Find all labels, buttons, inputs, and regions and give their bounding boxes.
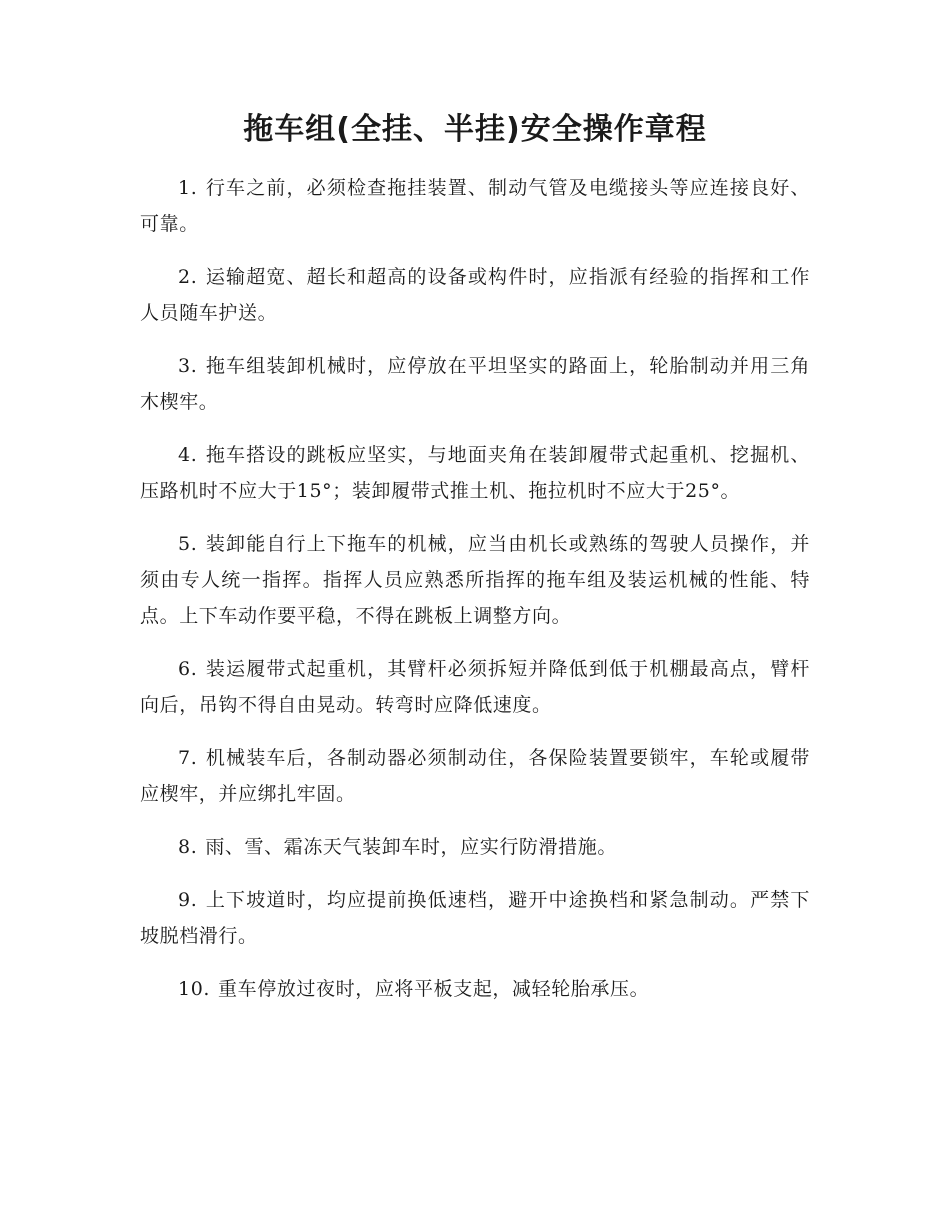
clause-3 [140, 348, 810, 420]
clause-9 [140, 882, 810, 954]
clause-number: 5. [178, 533, 198, 555]
clause-10 [140, 971, 810, 1007]
clause-8 [140, 829, 810, 865]
clause-6 [140, 651, 810, 723]
clause-text: 运输超宽、超长和超高的设备或构件时，应指派有经验的指挥和工作人员随车护送。 [140, 266, 810, 324]
clause-number: 3. [178, 355, 198, 377]
clause-text: 雨、雪、霜冻天气装卸车时，应实行防滑措施。 [205, 836, 617, 858]
clause-text: 拖车搭设的跳板应坚实，与地面夹角在装卸履带式起重机、挖掘机、压路机时不应大于15°；装卸履带式推土机、拖拉机时不应大于25°。 [140, 444, 810, 502]
clause-2 [140, 259, 810, 331]
clause-number: 8. [178, 836, 198, 858]
clause-list [140, 170, 810, 1007]
clause-1 [140, 170, 810, 242]
document-title: 拖车组(全挂、半挂)安全操作章程 [243, 112, 707, 147]
clause-7 [140, 740, 810, 812]
clause-number: 1. [178, 177, 198, 199]
clause-number: 7. [178, 747, 198, 769]
clause-text: 装运履带式起重机，其臂杆必须拆短并降低到低于机棚最高点，臂杆向后，吊钩不得自由晃动。转弯时应降低速度。 [140, 658, 810, 716]
clause-number: 4. [178, 444, 198, 466]
clause-5 [140, 526, 810, 634]
clause-text: 拖车组装卸机械时，应停放在平坦坚实的路面上，轮胎制动并用三角木楔牢。 [140, 355, 810, 413]
clause-text: 机械装车后，各制动器必须制动住，各保险装置要锁牢，车轮或履带应楔牢，并应绑扎牢固。 [140, 747, 810, 805]
clause-text: 重车停放过夜时，应将平板支起，减轻轮胎承压。 [218, 978, 650, 1000]
clause-text: 装卸能自行上下拖车的机械，应当由机长或熟练的驾驶人员操作，并须由专人统一指挥。指挥人员应熟悉所指挥的拖车组及装运机械的性能、特点。上下车动作要平稳，不得在跳板上调整方向。 [140, 533, 810, 627]
clause-number: 10. [178, 978, 211, 1000]
clause-text: 行车之前，必须检查拖挂装置、制动气管及电缆接头等应连接良好、可靠。 [140, 177, 810, 235]
clause-number: 9. [178, 889, 198, 911]
clause-number: 6. [178, 658, 198, 680]
clause-number: 2. [178, 266, 198, 288]
clause-text: 上下坡道时，均应提前换低速档，避开中途换档和紧急制动。严禁下坡脱档滑行。 [140, 889, 810, 947]
clause-4 [140, 437, 810, 509]
